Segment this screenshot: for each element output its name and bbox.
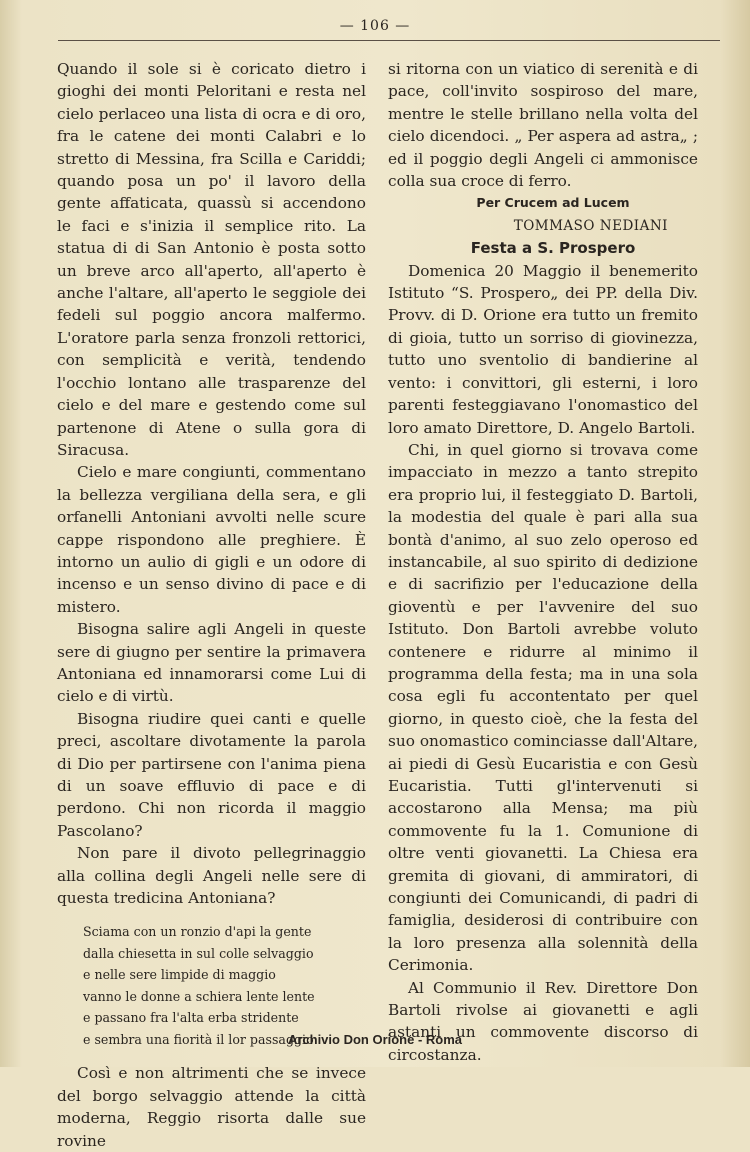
poem-line: dalla chiesetta in sul colle selvaggio: [83, 945, 314, 961]
paragraph: Quando il sole si è coricato dietro i gioghi dei monti Peloritani e resta nel cielo perlaceo una lista di ocra e di oro, fra le catene dei monti Calabri e lo stretto di Messina, fra Scilla e Cariddi; quando posa un po' il lavoro della gente affaticata, quassù si accendono le faci e s'inizia il semplice rito. La statua di di San Antonio è posta sotto un breve arco all'aperto, all'aperto è anche l'altare, all'aperto le seggiole dei fedeli sul poggio ancora malfermo. L'oratore parla senza fronzoli rettorici, con semplicità e verità, tendendo l'occhio lontano alle trasparenze del cielo e del mare e gestendo come sul partenone di Atene o sulla gora di Siracusa.: [57, 60, 366, 459]
paragraph: Bisogna riudire quei canti e quelle preci, ascoltare divotamente la parola di Dio per partirsene con l'anima piena di un soave effluvio di pace e di perdono. Chi non ricorda il maggio Pascolano?: [57, 709, 366, 840]
paragraph: Cielo e mare congiunti, commentano la bellezza vergiliana della sera, e gli orfanelli Antoniani avvolti nelle scure cappe rispondono alle preghiere. È intorno un aulio di gigli e un odore di incenso e un senso divino di pace e di mistero.: [57, 463, 366, 616]
paragraph-continuation: si ritorna con un viatico di serenità e di pace, coll'invito sospiroso del mare, mentre le stelle brillano nella volta del cielo dicendoci. „ Per aspera ad astra„ ; ed il poggio degli Angeli ci ammonisce colla sua croce di ferro.: [388, 60, 698, 191]
paragraph: Così e non altrimenti che se invece del borgo selvaggio attende la città moderna, Reggio risorta dalle sue rovine: [57, 1064, 366, 1150]
article-heading: Festa a S. Prospero: [470, 239, 636, 258]
left-column: [57, 58, 366, 1152]
paragraph: Non pare il divoto pellegrinaggio alla collina degli Angeli nelle sere di questa tredicina Antoniana?: [57, 844, 366, 908]
poem-line: e passano fra l'alta erba stridente: [83, 1010, 299, 1026]
poem-line: e sembra una fiorità il lor passaggio: [83, 1031, 314, 1047]
page-number: — 106 —: [339, 18, 411, 34]
paragraph: Chi, in quel giorno si trovava come impacciato in mezzo a tanto strepito era proprio lui, il festeggiato D. Bartoli, la modestia del quale è pari alla sua bontà d'animo, al suo zelo operoso ed instancabile, al suo spirito di dedizione e di sacrifizio per l'educazione della gioventù e per l'avvenire del suo Istituto. Don Bartoli avrebbe voluto contenere e ridurre al minimo il programma della festa; ma in una sola cosa egli fu accontentato per quel giorno, in questo cioè, che la festa del suo onomastico cominciasse dall'Altare, ai piedi di Gesù Eucaristia e con Gesù Eucaristia. Tutti gl'intervenuti si accostarono alla Mensa; ma più commovente fu la 1. Comunione di oltre venti giovanetti. La Chiesa era gremita di giovani, di ammiratori, di congiunti dei Comunicandi, di padri di famiglia, desiderosi di contribuire con la loro presenza alla solennità della Cerimonia.: [388, 440, 698, 975]
poem-line: Sciama con un ronzio d'api la gente: [83, 924, 312, 940]
paragraph: Domenica 20 Maggio il benemerito Istituto “S. Prospero„ dei PP. della Div. Provv. di D. Orione era tutto un fremito di gioia, tutto un sorriso di giovinezza, tutto uno sventolio di bandierine al vento: i convittori, gli esterni, i loro parenti festeggiavano l'onomastico del loro amato Direttore, D. Angelo Bartoli.: [388, 261, 698, 437]
motto: Per Crucem ad Lucem: [476, 195, 630, 211]
header-rule: [58, 40, 720, 41]
paragraph: Al Communio il Rev. Direttore Don Bartoli rivolse ai giovanetti e agli astanti un commovente discorso di circostanza.: [388, 978, 698, 1064]
right-column: [388, 58, 698, 1066]
paragraph: Bisogna salire agli Angeli in queste sere di giugno per sentire la primavera Antoniana ed innamorarsi come Lui di cielo e di virtù.: [57, 620, 366, 706]
poem-line: vanno le donne a schiera lente lente: [83, 988, 315, 1004]
author-signature: TOMMASO NEDIANI: [513, 217, 668, 234]
poem-line: e nelle sere limpide di maggio: [83, 967, 276, 983]
archive-footer: Archivio Don Orione - Roma: [287, 1032, 463, 1047]
